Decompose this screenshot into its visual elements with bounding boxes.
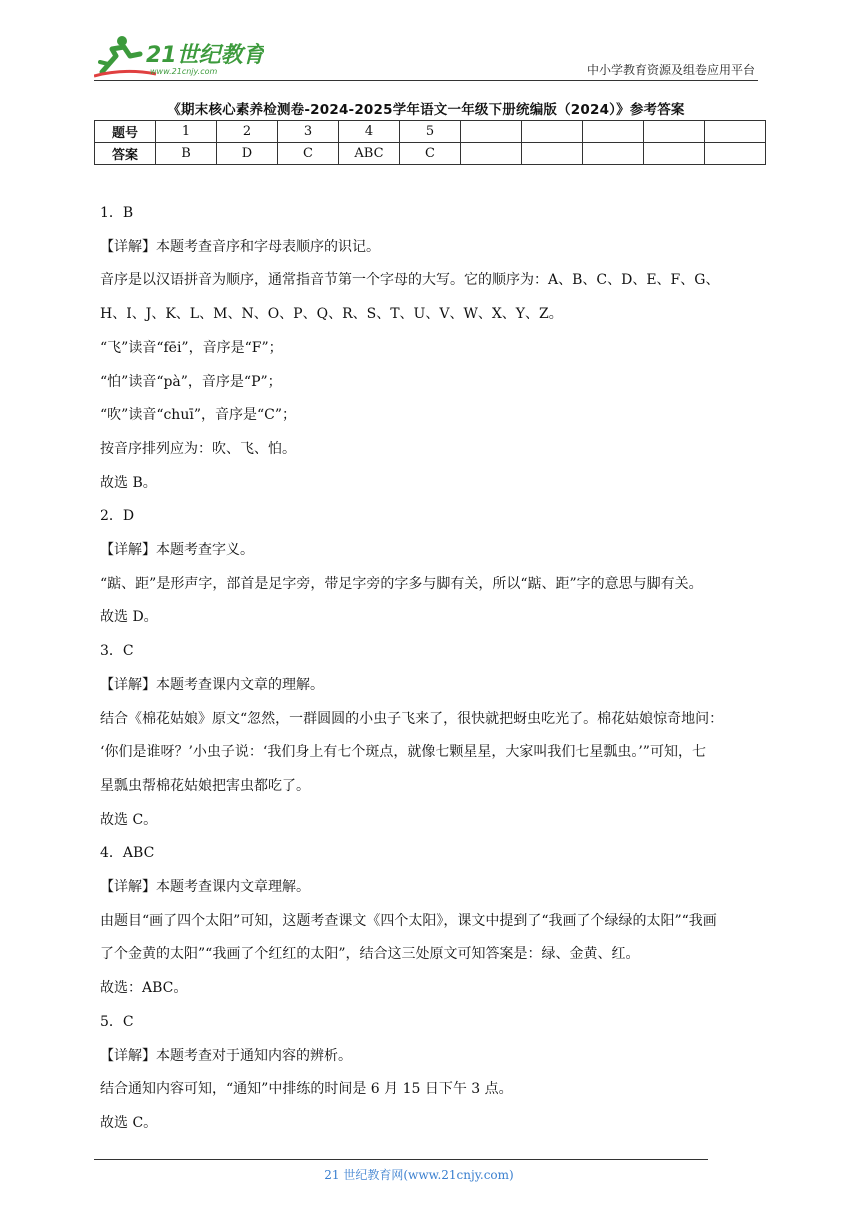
- explanation-text: 结合通知内容可知，“通知”中排练的时间是 6 月 15 日下午 3 点。: [100, 1081, 513, 1098]
- row-label-answer: 答案: [95, 143, 156, 165]
- question-number: 1: [156, 121, 217, 143]
- answer-heading: 3．C: [100, 643, 134, 660]
- question-number: 5: [400, 121, 461, 143]
- explanation-text: ‘你们是谁呀？’小虫子说：‘我们身上有七个斑点，就像七颗星星，大家叫我们七星瓢虫。’”可知，七: [100, 744, 706, 761]
- explanation-text: 由题目“画了四个太阳”可知，这题考查课文《四个太阳》，课文中提到了“我画了个绿绿的太阳”“我画: [100, 912, 717, 929]
- question-number: [583, 121, 644, 143]
- footer-divider: [94, 1159, 708, 1160]
- answer-cell: C: [278, 143, 339, 165]
- answer-heading: 1．B: [100, 205, 134, 221]
- answer-table: [94, 120, 766, 165]
- question-number: [705, 121, 766, 143]
- page-header: [0, 0, 860, 84]
- conclusion-text: 故选 D。: [100, 609, 158, 626]
- answer-heading: 5．C: [100, 1013, 134, 1030]
- explanation-label: 【详解】本题考查课内文章理解。: [100, 879, 310, 896]
- explanation-text: 结合《棉花姑娘》原文“忽然，一群圆圆的小虫子飞来了，很快就把蚜虫吃光了。棉花姑娘惊奇地问：: [100, 710, 724, 727]
- explanation-label: 【详解】本题考查对于通知内容的辨析。: [100, 1047, 352, 1064]
- question-number: 4: [339, 121, 400, 143]
- explanation-text: 音序是以汉语拼音为顺序，通常指音节第一个字母的大写。它的顺序为：A、B、C、D、E、F、G、: [100, 272, 720, 289]
- conclusion-text: 故选 C。: [100, 811, 158, 828]
- question-number: [644, 121, 705, 143]
- site-logo[interactable]: [94, 32, 264, 80]
- conclusion-text: 故选 B。: [100, 474, 157, 491]
- conclusion-text: 故选 C。: [100, 1114, 158, 1131]
- answer-cell: [461, 143, 522, 165]
- svg-text:www.21cnjy.com: www.21cnjy.com: [150, 67, 218, 76]
- answer-cell: C: [400, 143, 461, 165]
- row-label-number: 题号: [95, 121, 156, 143]
- answer-explanations: [100, 197, 760, 1141]
- svg-text:21世纪教育: 21世纪教育: [146, 43, 264, 68]
- platform-name: 中小学教育资源及组卷应用平台: [586, 63, 755, 77]
- question-number: [522, 121, 583, 143]
- question-number: [461, 121, 522, 143]
- answer-cell: B: [156, 143, 217, 165]
- document-title: 《期末核心素养检测卷-2024-2025学年语文一年级下册统编版（2024）》参考答案: [167, 102, 685, 118]
- answer-cell: [522, 143, 583, 165]
- answer-heading: 4．ABC: [100, 845, 155, 862]
- explanation-label: 【详解】本题考查课内文章的理解。: [100, 676, 324, 693]
- answer-heading: 2．D: [100, 508, 135, 525]
- explanation-text: “飞”读音“fēi”，音序是“F”；: [100, 339, 283, 356]
- explanation-label: 【详解】本题考查音序和字母表顺序的识记。: [100, 238, 380, 255]
- answer-cell: [644, 143, 705, 165]
- explanation-text: “怕”读音“pà”，音序是“P”；: [100, 373, 282, 390]
- answer-cell: ABC: [339, 143, 400, 165]
- header-divider: [94, 80, 758, 81]
- footer-link[interactable]: 21 世纪教育网(www.21cnjy.com): [324, 1168, 514, 1182]
- explanation-text: H、I、J、K、L、M、N、O、P、Q、R、S、T、U、V、W、X、Y、Z。: [100, 306, 563, 323]
- explanation-text: 了个金黄的太阳”“我画了个红红的太阳”，结合这三处原文可知答案是：绿、金黄、红。: [100, 946, 640, 963]
- explanation-text: 星瓢虫帮棉花姑娘把害虫都吃了。: [100, 777, 310, 794]
- explanation-label: 【详解】本题考查字义。: [100, 542, 254, 559]
- conclusion-text: 故选：ABC。: [100, 980, 188, 997]
- number-row: [95, 121, 766, 143]
- explanation-text: “吹”读音“chuī”，音序是“C”；: [100, 407, 297, 424]
- answer-cell: [705, 143, 766, 165]
- answer-cell: [583, 143, 644, 165]
- explanation-text: 按音序排列应为：吹、飞、怕。: [100, 440, 296, 457]
- question-number: 2: [217, 121, 278, 143]
- answer-cell: D: [217, 143, 278, 165]
- answer-row: [95, 143, 766, 165]
- question-number: 3: [278, 121, 339, 143]
- explanation-text: “踮、距”是形声字，部首是足字旁，带足字旁的字多与脚有关，所以“踮、距”字的意思与脚有关。: [100, 575, 703, 592]
- runner-logo-icon: [94, 32, 264, 80]
